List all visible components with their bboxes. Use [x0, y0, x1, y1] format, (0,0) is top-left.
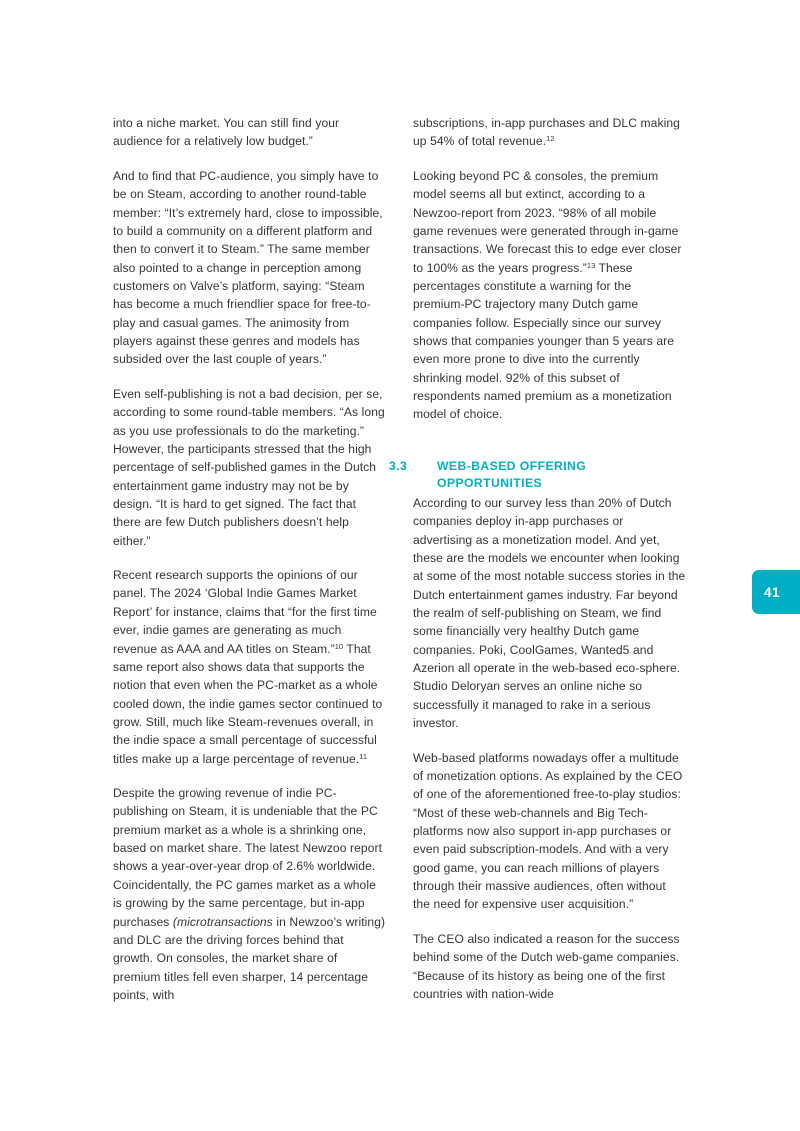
footnote-marker: 13: [586, 260, 596, 270]
footnote-marker: 12: [546, 134, 555, 144]
paragraph: The CEO also indicated a reason for the success behind some of the Dutch web-game companies. “Because of its history as being one of the first countries with nation-wide: [413, 931, 680, 1001]
paragraph: Looking beyond PC & consoles, the premium model seems all but extinct, according to a Newzoo-report from 2023. “98% of all mobile game revenues were generated through in-game transactions. We forecast this to edge ever closer to 100% as the years progress.”$^{13}$ These percentages constitute a warning for the premium-PC trajectory many Dutch game companies follow. Especially since our survey shows that companies younger than 5 years are even more prone to dive into the currently shrinking model. 92% of this subset of respondents named premium as a monetization model of choice.: [413, 168, 682, 422]
left-column: [113, 114, 386, 1084]
paragraph: Even self-publishing is not a bad decision, per se, according to some round-table members. “As long as you use professionals to do the marketing.” However, the participants stressed that the high percentage of self-published games in the Dutch entertainment game industry may not be by design. “It is hard to get signed. The fact that there are few Dutch publishers doesn’t help either.”: [113, 386, 385, 548]
emphasis-text: (microtransactions: [172, 914, 273, 929]
paragraph: Recent research supports the opinions of our panel. The 2024 ‘Global Indie Games Market Report’ for instance, claims that “for the first time ever, indie games are generating as much revenue as AAA and AA titles on Steam.”$^{10}$ That same report also shows data that supports the notion that even when the PC-market as a whole cooled down, the indie games sector continued to grow. Still, much like Steam-revenues overall, in the indie space a small percentage of successful titles make up a large percentage of revenue.$^{11}$: [113, 568, 383, 766]
footnote-marker: 10: [334, 641, 344, 651]
page-number: 41: [763, 584, 781, 600]
paragraph: Despite the growing revenue of indie PC-publishing on Steam, it is undeniable that the PC premium market as a whole is a shrinking one, based on market share. The latest Newzoo report shows a year-over-year drop of 2.6% worldwide. Coincidentally, the PC games market as a whole is growing by the same percentage, but in-app purchases (microtransactions in Newzoo’s writing) and DLC are the driving forces behind that growth. On consoles, the market share of premium titles fell even sharper, 14 percentage points, with: [113, 786, 386, 1002]
two-column-body: [113, 114, 686, 1084]
paragraph: And to find that PC-audience, you simply have to be on Steam, according to another round-table member: “It’s extremely hard, close to impossible, to build a community on a different platform and then to convert it to Steam.” The same member also pointed to a change in perception among customers on Valve’s platform, saying: “Steam has become a much friendlier space for free-to-play and casual games. The animosity from players against these genres and models has subsided over the last couple of years.”: [113, 168, 383, 367]
paragraph: Web-based platforms nowadays offer a multitude of monetization options. As explained by the CEO of one of the aforementioned free-to-play studios: “Most of these web-channels and Big Tech-platforms now also support in-app purchases or even paid subscription-models. And with a very good game, you can reach millions of players through their massive audiences, often without the need for expensive user acquisition.”: [413, 750, 683, 912]
right-column: [389, 114, 686, 1084]
paragraph: subscriptions, in-app purchases and DLC making up 54% of total revenue.$^{12}$: [413, 116, 680, 149]
section-title: WEB-BASED OFFERING OPPORTUNITIES: [437, 458, 587, 490]
footnote-marker: 11: [359, 751, 368, 761]
section-heading: [389, 458, 686, 492]
paragraph: According to our survey less than 20% of Dutch companies deploy in-app purchases or advertising as a monetization model. And yet, these are the models we encounter when looking at some of the most notable success stories in the Dutch entertainment games industry. Far beyond the realm of self-publishing on Steam, we find some financially very healthy Dutch game companies. Poki, CoolGames, Wanted5 and Azerion all operate in the web-based eco-sphere. Studio Deloryan serves an online niche so successfully it managed to rake in a serious investor.: [413, 495, 686, 731]
paragraph: into a niche market. You can still find your audience for a relatively low budget.”: [113, 116, 340, 149]
page-number-badge: [752, 570, 800, 614]
heading-spacer: [413, 440, 686, 458]
section-number: 3.3: [389, 458, 408, 473]
